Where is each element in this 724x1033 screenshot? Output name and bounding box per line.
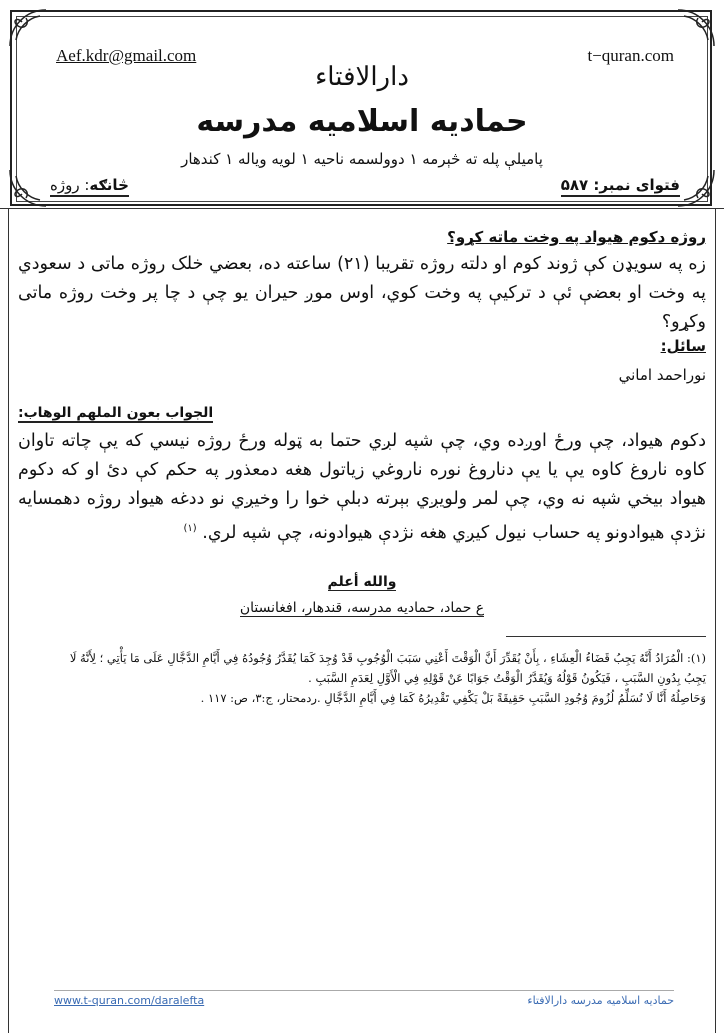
footnote-reference[interactable]: (۱) [183, 523, 197, 534]
question-block [18, 228, 706, 390]
website-link[interactable]: t−quran.com [587, 46, 674, 65]
email-link[interactable]: Aef.kdr@gmail.com [56, 46, 197, 65]
footer-title: حمادیه اسلامیه مدرسه دارالافتاء [527, 994, 674, 1007]
signature [0, 600, 724, 616]
answer-title: الجواب بعون الملهم الوهاب: [18, 405, 214, 421]
answer-block [18, 402, 706, 548]
footnote-line-1: (۱): الْمُرَادُ أَنَّهُ يَجِبُ قَضَاءُ الْعِشَاءِ ، بِأَنْ يُقَدِّرَ أَنَّ الْوَقْتَ أَعْنِي سَبَبَ الْوُجُوبِ قَدْ وُجِدَ كَمَا يُقَدَّرُ وُجُودُهُ فِي أَيَّامِ الدَّجَّالِ عَلَى مَا يَأْتِي ؛ لِأَنَّهُ لَا [69, 651, 706, 665]
answer-body: دکوم هیواد، چې ورځ اوږده وي، چې شپه لږي حتما به ټوله ورځ روژه نیسي که یې چاته تاوان کاوه ناروغ کاوه یې یا یې دناروغ نوره ناروغي زیاتول هغه دمعذور په حکم کې دئ او که دکوم هیواد بیخي شپه نه وي، چې لمر ولویږي بېرته دبلې خوا را وخیږي نو ددغه هیواد روژه دهمسایه نژدې هیوادونو په حساب نیول کیږي هغه نژدې هیوادونه، چې شپه لري. [18, 431, 706, 543]
footnote [18, 648, 706, 708]
allah-alam-text: والله أعلم [327, 574, 397, 590]
footnote-line-2: يَجِبُ بِدُونِ السَّبَبِ ، فَيَكُونُ قَوْلُهُ وَيُقَدَّرُ الْوَقْتُ جَوَابًا عَنْ قَوْلِهِ فِي الْأَوَّلِ لِعَدَمِ السَّبَبِ . [308, 671, 706, 685]
footnote-divider [506, 636, 706, 637]
corner-ornament-icon [6, 166, 50, 210]
answer-text [18, 427, 706, 548]
address-line: پامیلې پله ته څېرمه ۱ دوولسمه ناحیه ۱ لویه ویاله ۱ کندهار [181, 150, 543, 168]
section-label: څانګه [89, 176, 129, 194]
footer-url-link[interactable]: www.t-quran.com/daralefta [54, 994, 205, 1007]
left-margin-line [8, 208, 9, 1033]
madrasa-name: حمادیه اسلامیه مدرسه [196, 104, 528, 139]
section-field [50, 176, 129, 197]
footnote-line-3: وَحَاصِلُهُ أَنَّا لَا نُسَلِّمُ لُزُومَ وُجُودِ السَّبَبِ حَقِيقَةً بَلْ يَكْفِي تَقْدِيرُهُ كَمَا فِي أَيَّامِ الدَّجَّالِ .ردمحتار، ج:۳، ص: ۱۱۷ . [200, 691, 706, 705]
fatwa-number: فتوای نمبر: ۵۸۷ [561, 176, 680, 197]
asker-label: سائل: [660, 337, 706, 355]
section-value: : روژه [50, 176, 90, 194]
question-text: زه په سویډن کې ژوند کوم او دلته روژه تقریبا (۲۱) ساعته ده، بعضي خلک روژه ماتی د سعودي په وخت او بعضې ئې د ترکیې په وخت کوي، اوس موږ حیران یو چې د چا پر وخت روژه ماتی وکړو؟ [18, 254, 706, 332]
asker-name: نوراحمد اماني [618, 366, 706, 384]
right-margin-line [715, 208, 716, 1033]
allah-alam [0, 574, 724, 590]
header-divider [0, 208, 724, 209]
corner-ornament-icon [674, 6, 718, 50]
page-footer-divider [54, 990, 674, 991]
question-title: روژه دکوم هیواد په وخت ماته کړو؟ [447, 228, 706, 246]
corner-ornament-icon [674, 166, 718, 210]
signer-text: ع حماد، حمادیه مدرسه، قندهار، افغانستان [239, 600, 485, 616]
corner-ornament-icon [6, 6, 50, 50]
dar-ul-ifta-title: دارالافتاء [315, 62, 409, 92]
